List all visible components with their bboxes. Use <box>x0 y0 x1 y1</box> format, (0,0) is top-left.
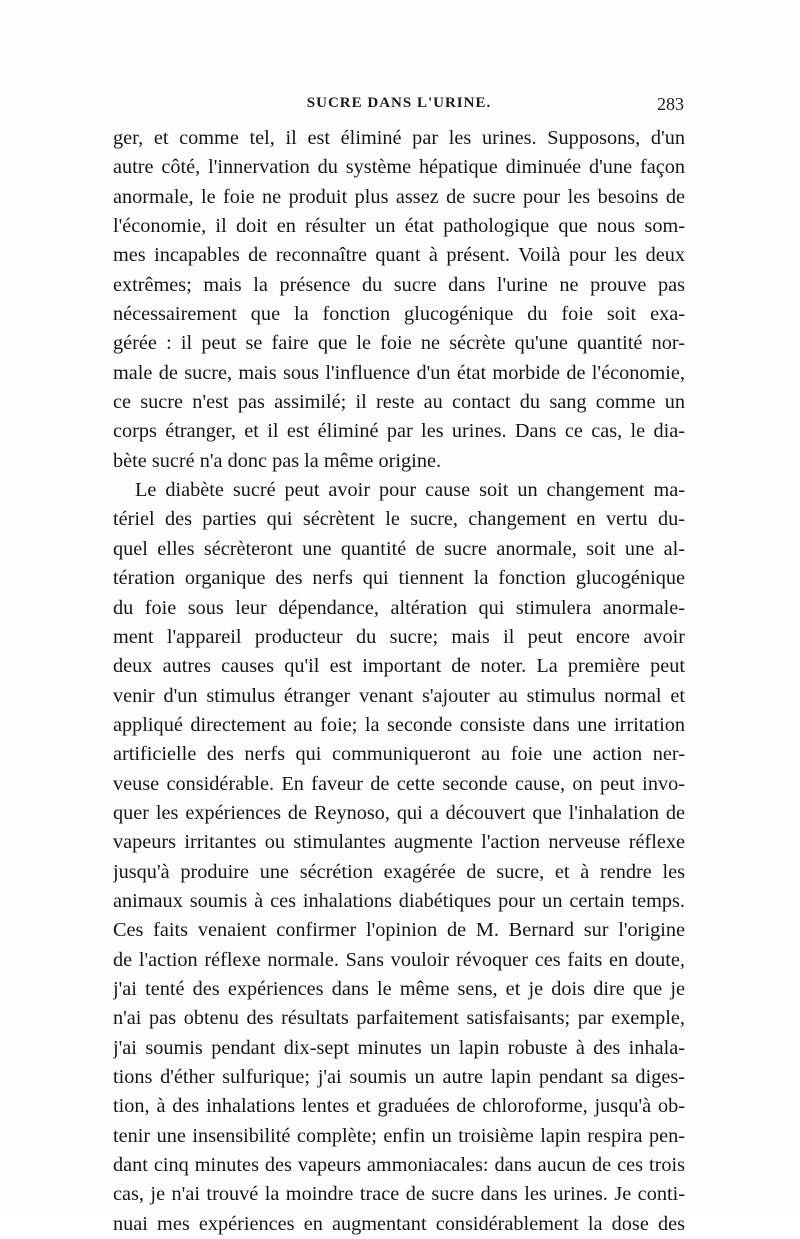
text-line: jusqu'à produire une sécrétion exagérée de sucre, et à rendre les <box>113 860 685 883</box>
paragraph-end-line: bète sucré n'a donc pas la même origine. <box>113 449 442 472</box>
running-title: SUCRE DANS L'URINE. <box>306 95 492 111</box>
text-line: ger, et comme tel, il est éliminé par les urines. Supposons, d'un <box>113 127 685 149</box>
text-line: j'ai tenté des expériences dans le même sens, et je dois dire que je <box>113 977 685 1000</box>
text-line: mes incapables de reconnaître quant à présent. Voilà pour les deux <box>113 244 685 267</box>
text-line: du foie sous leur dépendance, altération qui stimulera anormale- <box>113 596 685 619</box>
text-line: quer les expériences de Reynoso, qui a découvert que l'inhalation de <box>113 801 685 824</box>
page-number: 283 <box>657 94 684 114</box>
text-line: de l'action réflexe normale. Sans vouloir révoquer ces faits en doute, <box>113 948 685 971</box>
text-line: n'ai pas obtenu des résultats parfaitement satisfaisants; par exemple, <box>113 1007 685 1030</box>
text-line: animaux soumis à ces inhalations diabétiques pour un certain temps. <box>113 889 685 912</box>
text-line: nuai mes expériences en augmentant considérablement la dose des <box>113 1212 685 1235</box>
text-line: ment l'appareil producteur du sucre; mais il peut encore avoir <box>113 625 685 648</box>
text-line: artificielle des nerfs qui communiqueront au foie une action ner- <box>113 743 685 766</box>
text-line: vapeurs irritantes ou stimulantes augmente l'action nerveuse réflexe <box>113 831 685 854</box>
paragraph-start-line: Le diabète sucré peut avoir pour cause soit un changement ma- <box>135 479 685 502</box>
text-line: nécessairement que la fonction glucogénique du foie soit exa- <box>113 303 685 326</box>
running-head <box>114 95 684 119</box>
text-line: ce sucre n'est pas assimilé; il reste au contact du sang comme un <box>113 391 685 414</box>
text-line: tions d'éther sulfurique; j'ai soumis un autre lapin pendant sa diges- <box>113 1066 685 1088</box>
text-line: autre côté, l'innervation du système hépatique diminuée d'une façon <box>113 156 685 179</box>
text-line: l'économie, il doit en résulter un état pathologique que nous som- <box>113 215 685 238</box>
text-line: corps étranger, et il est éliminé par les urines. Dans ce cas, le dia- <box>113 420 685 443</box>
text-line: quel elles sécrèteront une quantité de sucre anormale, soit une al- <box>113 537 685 560</box>
text-line: Ces faits venaient confirmer l'opinion de M. Bernard sur l'origine <box>113 919 685 942</box>
text-line: extrêmes; mais la présence du sucre dans l'urine ne prouve pas <box>113 273 685 296</box>
text-line: dant cinq minutes des vapeurs ammoniacales: dans aucun de ces trois <box>113 1154 685 1177</box>
text-line: tion, à des inhalations lentes et graduées de chloroforme, jusqu'à ob- <box>113 1095 685 1118</box>
text-line: tération organique des nerfs qui tiennent la fonction glucogénique <box>113 567 685 590</box>
text-line: tériel des parties qui sécrètent le sucre, changement en vertu du- <box>113 508 685 531</box>
text-line: anormale, le foie ne produit plus assez de sucre pour les besoins de <box>113 185 685 208</box>
body-text <box>113 124 685 1239</box>
text-line: male de sucre, mais sous l'influence d'un état morbide de l'économie, <box>113 361 685 384</box>
text-line: deux autres causes qu'il est important de noter. La première peut <box>113 655 685 678</box>
text-line: appliqué directement au foie; la seconde consiste dans une irritation <box>113 713 685 736</box>
text-line: veuse considérable. En faveur de cette seconde cause, on peut invo- <box>113 772 685 795</box>
text-line: tenir une insensibilité complète; enfin un troisième lapin respira pen- <box>113 1124 685 1147</box>
text-line: j'ai soumis pendant dix-sept minutes un lapin robuste à des inhala- <box>113 1036 685 1059</box>
text-line: gérée : il peut se faire que le foie ne sécrète qu'une quantité nor- <box>113 332 685 355</box>
text-line: venir d'un stimulus étranger venant s'ajouter au stimulus normal et <box>113 684 685 707</box>
text-line: cas, je n'ai trouvé la moindre trace de sucre dans les urines. Je conti- <box>113 1183 685 1206</box>
